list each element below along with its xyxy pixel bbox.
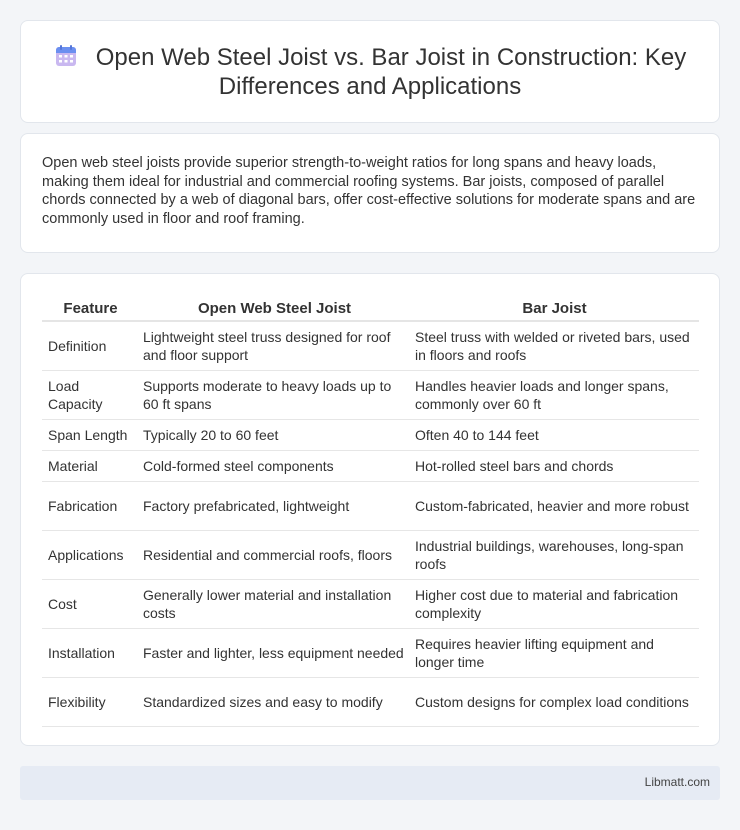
header-feature: Feature [42, 295, 139, 322]
row-open-web-value: Supports moderate to heavy loads up to 60 ft spans [139, 371, 410, 420]
header-open-web-steel-joist: Open Web Steel Joist [139, 295, 410, 322]
table-row [42, 322, 699, 371]
row-bar-joist-value: Often 40 to 144 feet [410, 420, 699, 451]
row-bar-joist-value: Industrial buildings, warehouses, long-span roofs [410, 531, 699, 580]
row-feature: Applications [42, 531, 139, 580]
row-bar-joist-value: Custom designs for complex load conditions [410, 678, 699, 727]
footer-brand: Libmatt.com [644, 775, 710, 789]
row-feature: Span Length [42, 420, 139, 451]
table-row [42, 451, 699, 482]
row-feature: Cost [42, 580, 139, 629]
table-row [42, 580, 699, 629]
table-row [42, 482, 699, 531]
row-open-web-value: Factory prefabricated, lightweight [139, 482, 410, 531]
comparison-table [42, 295, 699, 727]
row-open-web-value: Residential and commercial roofs, floors [139, 531, 410, 580]
row-open-web-value: Lightweight steel truss designed for roof and floor support [139, 322, 410, 371]
table-row [42, 420, 699, 451]
row-open-web-value: Typically 20 to 60 feet [139, 420, 410, 451]
table-row [42, 371, 699, 420]
row-open-web-value: Generally lower material and installation costs [139, 580, 410, 629]
table-row [42, 678, 699, 727]
table-header-row [42, 295, 699, 322]
row-bar-joist-value: Requires heavier lifting equipment and longer time [410, 629, 699, 678]
intro-text: Open web steel joists provide superior strength-to-weight ratios for long spans and heavy loads, making them ideal for industrial and commercial roofing systems. Bar joists, composed of parallel chords connected by a web of diagonal bars, offer cost-effective solutions for moderate spans and are commonly used in floor and roof framing. [42, 155, 696, 227]
row-open-web-value: Standardized sizes and easy to modify [139, 678, 410, 727]
page-title-wrap [21, 43, 719, 101]
row-bar-joist-value: Higher cost due to material and fabrication complexity [410, 580, 699, 629]
row-bar-joist-value: Steel truss with welded or riveted bars, used in floors and roofs [410, 322, 699, 371]
row-feature: Fabrication [42, 482, 139, 531]
row-feature: Load Capacity [42, 371, 139, 420]
row-bar-joist-value: Custom-fabricated, heavier and more robust [410, 482, 699, 531]
row-feature: Definition [42, 322, 139, 371]
calendar-icon [54, 44, 78, 68]
footer [20, 766, 720, 800]
row-open-web-value: Cold-formed steel components [139, 451, 410, 482]
row-bar-joist-value: Handles heavier loads and longer spans, commonly over 60 ft [410, 371, 699, 420]
comparison-card [20, 273, 720, 746]
row-open-web-value: Faster and lighter, less equipment needed [139, 629, 410, 678]
title-card [20, 20, 720, 123]
row-bar-joist-value: Hot-rolled steel bars and chords [410, 451, 699, 482]
row-feature: Flexibility [42, 678, 139, 727]
row-feature: Material [42, 451, 139, 482]
header-bar-joist: Bar Joist [410, 295, 699, 322]
page-title: Open Web Steel Joist vs. Bar Joist in Construction: Key Differences and Applications [95, 44, 687, 100]
table-row [42, 531, 699, 580]
intro-card [20, 133, 720, 253]
table-row [42, 629, 699, 678]
row-feature: Installation [42, 629, 139, 678]
